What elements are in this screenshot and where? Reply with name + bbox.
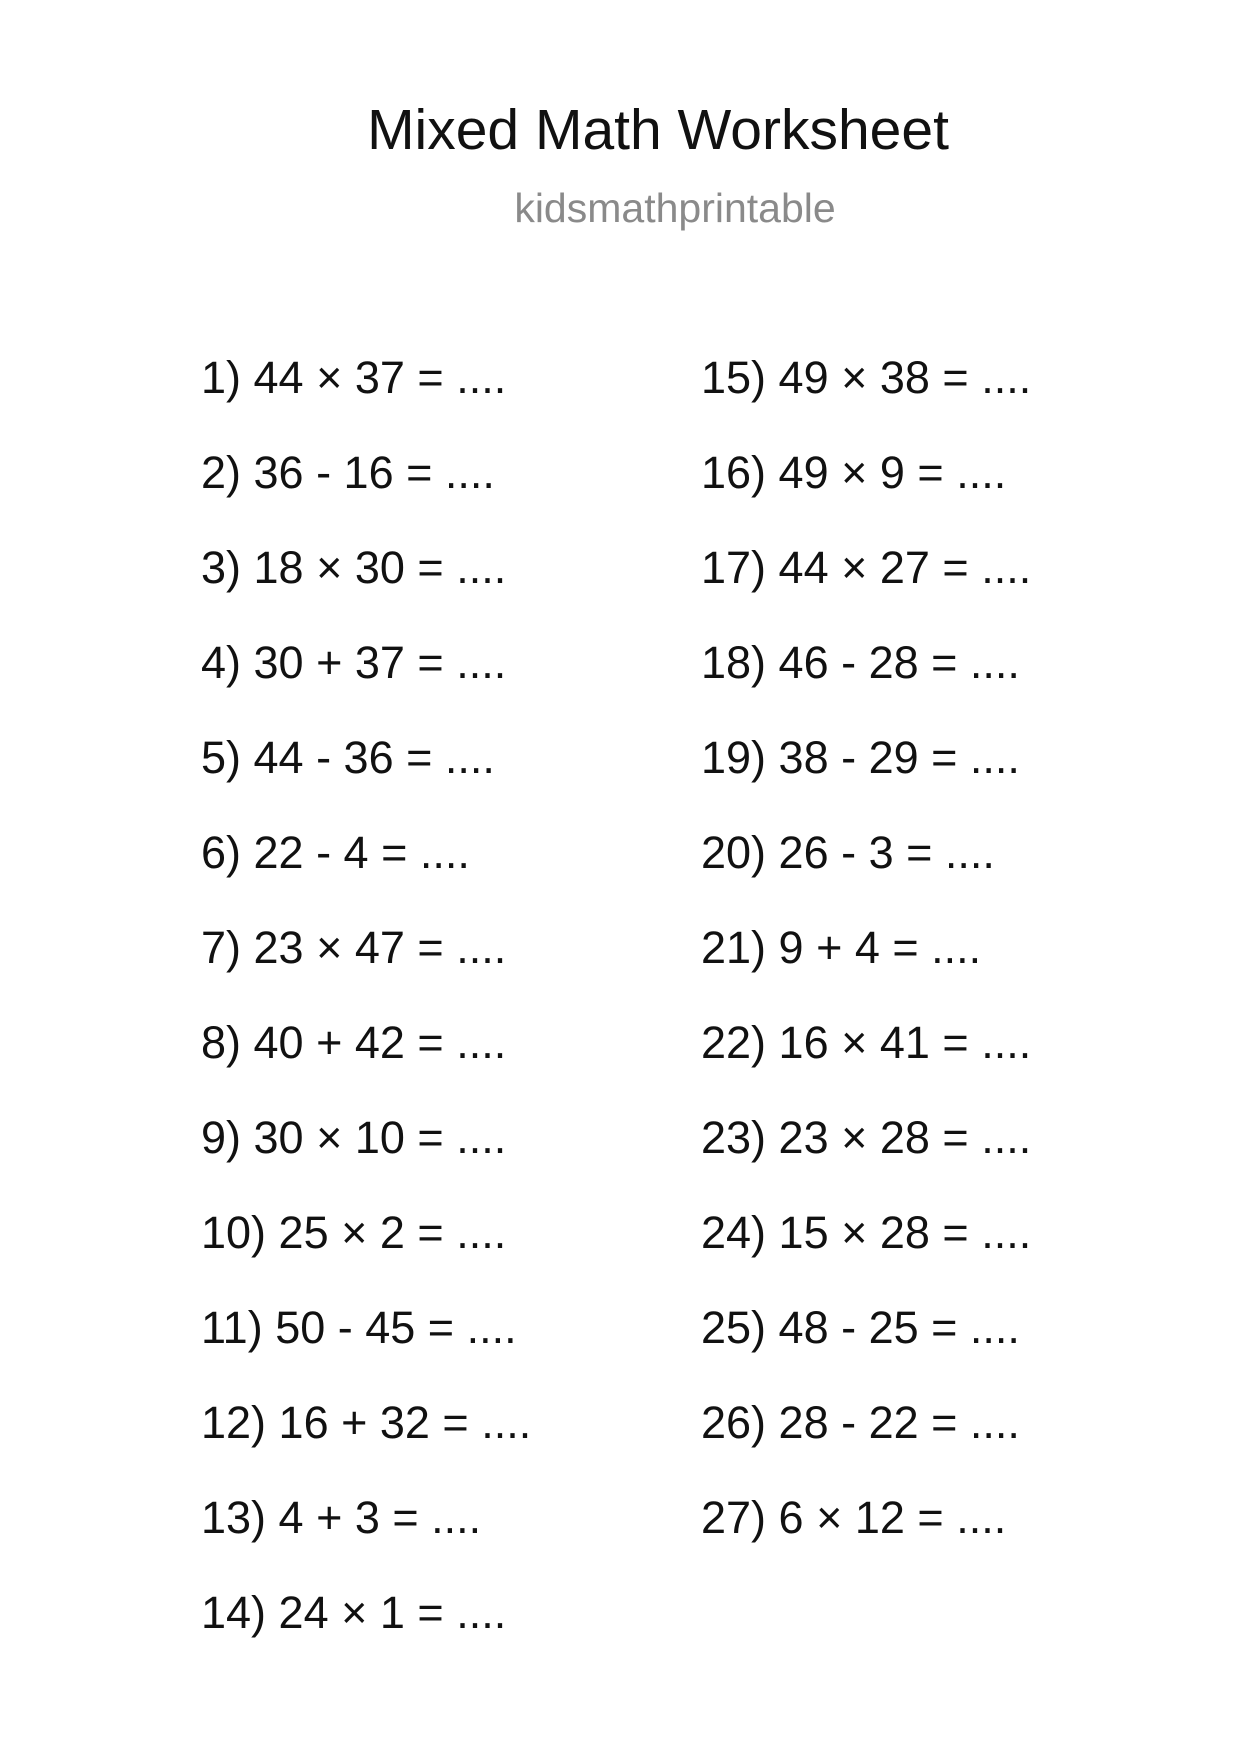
problem-25: 25) 48 - 25 = .... [701, 1302, 1020, 1353]
problem-24: 24) 15 × 28 = .... [701, 1207, 1032, 1258]
problem-6: 6) 22 - 4 = .... [201, 827, 470, 878]
problem-18: 18) 46 - 28 = .... [701, 637, 1020, 688]
problem-16: 16) 49 × 9 = .... [701, 447, 1007, 498]
problem-17: 17) 44 × 27 = .... [701, 542, 1032, 593]
problem-13: 13) 4 + 3 = .... [201, 1492, 482, 1543]
problem-22: 22) 16 × 41 = .... [701, 1017, 1032, 1068]
problem-4: 4) 30 + 37 = .... [201, 637, 507, 688]
page-subtitle: kidsmathprintable [514, 185, 836, 231]
problem-1: 1) 44 × 37 = .... [201, 352, 507, 403]
problem-2: 2) 36 - 16 = .... [201, 447, 495, 498]
problem-27: 27) 6 × 12 = .... [701, 1492, 1007, 1543]
problem-21: 21) 9 + 4 = .... [701, 922, 982, 973]
problem-12: 12) 16 + 32 = .... [201, 1397, 532, 1448]
problem-26: 26) 28 - 22 = .... [701, 1397, 1020, 1448]
problem-list-left [201, 348, 531, 1678]
problem-19: 19) 38 - 29 = .... [701, 732, 1020, 783]
problem-7: 7) 23 × 47 = .... [201, 922, 507, 973]
problem-3: 3) 18 × 30 = .... [201, 542, 507, 593]
problem-8: 8) 40 + 42 = .... [201, 1017, 507, 1068]
problem-23: 23) 23 × 28 = .... [701, 1112, 1032, 1163]
problem-9: 9) 30 × 10 = .... [201, 1112, 507, 1163]
page-title: Mixed Math Worksheet [367, 98, 949, 162]
problem-list-right [701, 348, 1031, 1583]
problem-10: 10) 25 × 2 = .... [201, 1207, 507, 1258]
problem-20: 20) 26 - 3 = .... [701, 827, 995, 878]
problem-5: 5) 44 - 36 = .... [201, 732, 495, 783]
problem-14: 14) 24 × 1 = .... [201, 1587, 507, 1638]
problem-11: 11) 50 - 45 = .... [201, 1302, 517, 1353]
problem-15: 15) 49 × 38 = .... [701, 352, 1032, 403]
